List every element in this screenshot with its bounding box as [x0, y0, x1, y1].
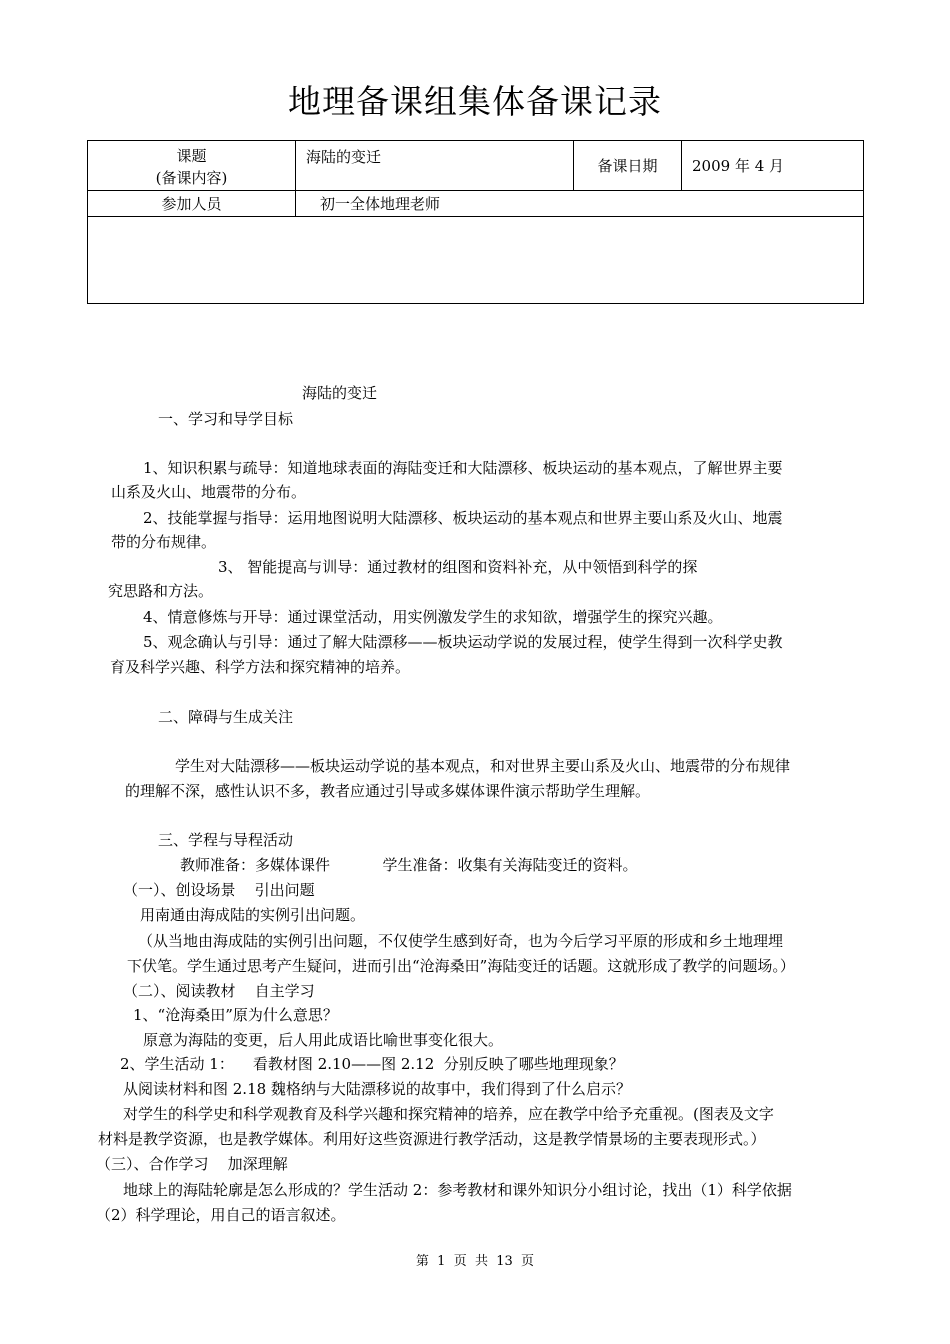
participants-value: 初一全体地理老师	[296, 191, 864, 217]
s3-sub1-paragraph-2b: 下伏笔。学生通过思考产生疑问，进而引出“沧海桑田”海陆变迁的话题。这就形成了教学的问题场。）	[127, 957, 795, 975]
date-label: 备课日期	[574, 141, 682, 191]
s1-paragraph-4: 4、情意修炼与开导：通过课堂活动，用实例激发学生的求知欲，增强学生的探究兴趣。	[143, 608, 723, 626]
s1-paragraph-2a: 2、技能掌握与指导：运用地图说明大陆漂移、板块运动的基本观点和世界主要山系及火山、地震	[143, 509, 783, 527]
s1-paragraph-5b: 育及科学兴趣、科学方法和探究精神的培养。	[110, 658, 411, 676]
section-3-heading: 三、学程与导程活动	[158, 831, 294, 849]
s3-sub2-question-3: 从阅读材料和图 2.18 魏格纳与大陆漂移说的故事中，我们得到了什么启示？	[123, 1080, 631, 1098]
s3-sub2-answer-1: 原意为海陆的变更，后人用此成语比喻世事变化很大。	[143, 1031, 504, 1049]
s2-paragraph-b: 的理解不深，感性认识不多，教者应通过引导或多媒体课件演示帮助学生理解。	[125, 782, 651, 800]
s3-sub1-paragraph-1: 用南通由海成陆的实例引出问题。	[140, 906, 366, 924]
s1-paragraph-1a: 1、知识积累与疏导：知道地球表面的海陆变迁和大陆漂移、板块运动的基本观点，了解世界主要	[143, 459, 783, 477]
s3-sub3-paragraph-a: 地球上的海陆轮廓是怎么形成的？学生活动 2：参考教材和课外知识分小组讨论，找出（1）科学依据	[123, 1181, 792, 1199]
s2-paragraph-a: 学生对大陆漂移——板块运动学说的基本观点，和对世界主要山系及火山、地震带的分布规律	[175, 757, 791, 775]
s1-paragraph-3a: 3、 智能提高与训导：通过教材的组图和资料补充，从中领悟到科学的探	[218, 558, 698, 576]
topic-value: 海陆的变迁	[296, 141, 574, 191]
s3-sub3-paragraph-b: （2）科学理论，用自己的语言叙述。	[96, 1206, 346, 1224]
s1-paragraph-1b: 山系及火山、地震带的分布。	[111, 483, 307, 501]
s1-paragraph-5a: 5、观念确认与引导：通过了解大陆漂移——板块运动学说的发展过程，使学生得到一次科学史教	[143, 633, 783, 651]
section-1-heading: 一、学习和导学目标	[158, 410, 294, 428]
s3-preparation: 教师准备：多媒体课件 学生准备：收集有关海陆变迁的资料。	[180, 856, 638, 874]
lesson-subtitle: 海陆的变迁	[302, 384, 378, 402]
s3-sub2-paragraph-b: 材料是教学资源，也是教学媒体。利用好这些资源进行教学活动，这是教学情景场的主要表现形式。）	[98, 1130, 766, 1148]
record-table	[87, 140, 864, 304]
participants-label: 参加人员	[88, 191, 296, 217]
topic-label: 课题	[176, 147, 207, 165]
s3-sub2-question-2: 2、学生活动 1： 看教材图 2.10——图 2.12 分别反映了哪些地理现象？	[120, 1055, 624, 1073]
s1-paragraph-3b: 究思路和方法。	[108, 582, 214, 600]
s3-sub-heading-2: （二）、阅读教材 自主学习	[123, 982, 315, 1000]
date-value: 2009 年 4 月	[682, 141, 864, 191]
topic-label-cell	[88, 141, 296, 191]
document-title: 地理备课组集体备课记录	[288, 82, 662, 121]
s3-sub2-question-1: 1、“沧海桑田”原为什么意思？	[133, 1006, 338, 1024]
topic-label-sub: (备课内容)	[155, 169, 228, 187]
s3-sub1-paragraph-2a: （从当地由海成陆的实例引出问题，不仅使学生感到好奇，也为今后学习平原的形成和乡土地理埋	[138, 932, 784, 950]
notes-cell	[88, 217, 864, 304]
s3-sub2-paragraph-a: 对学生的科学史和科学观教育及科学兴趣和探究精神的培养，应在教学中给予充重视。(图表及文字	[123, 1105, 774, 1123]
s1-paragraph-2b: 带的分布规律。	[111, 533, 217, 551]
s3-sub-heading-1: （一）、创设场景 引出问题	[123, 881, 315, 899]
s3-sub-heading-3: （三）、合作学习 加深理解	[96, 1155, 288, 1173]
section-2-heading: 二、障碍与生成关注	[158, 708, 294, 726]
page-footer: 第 1 页 共 13 页	[415, 1254, 535, 1269]
